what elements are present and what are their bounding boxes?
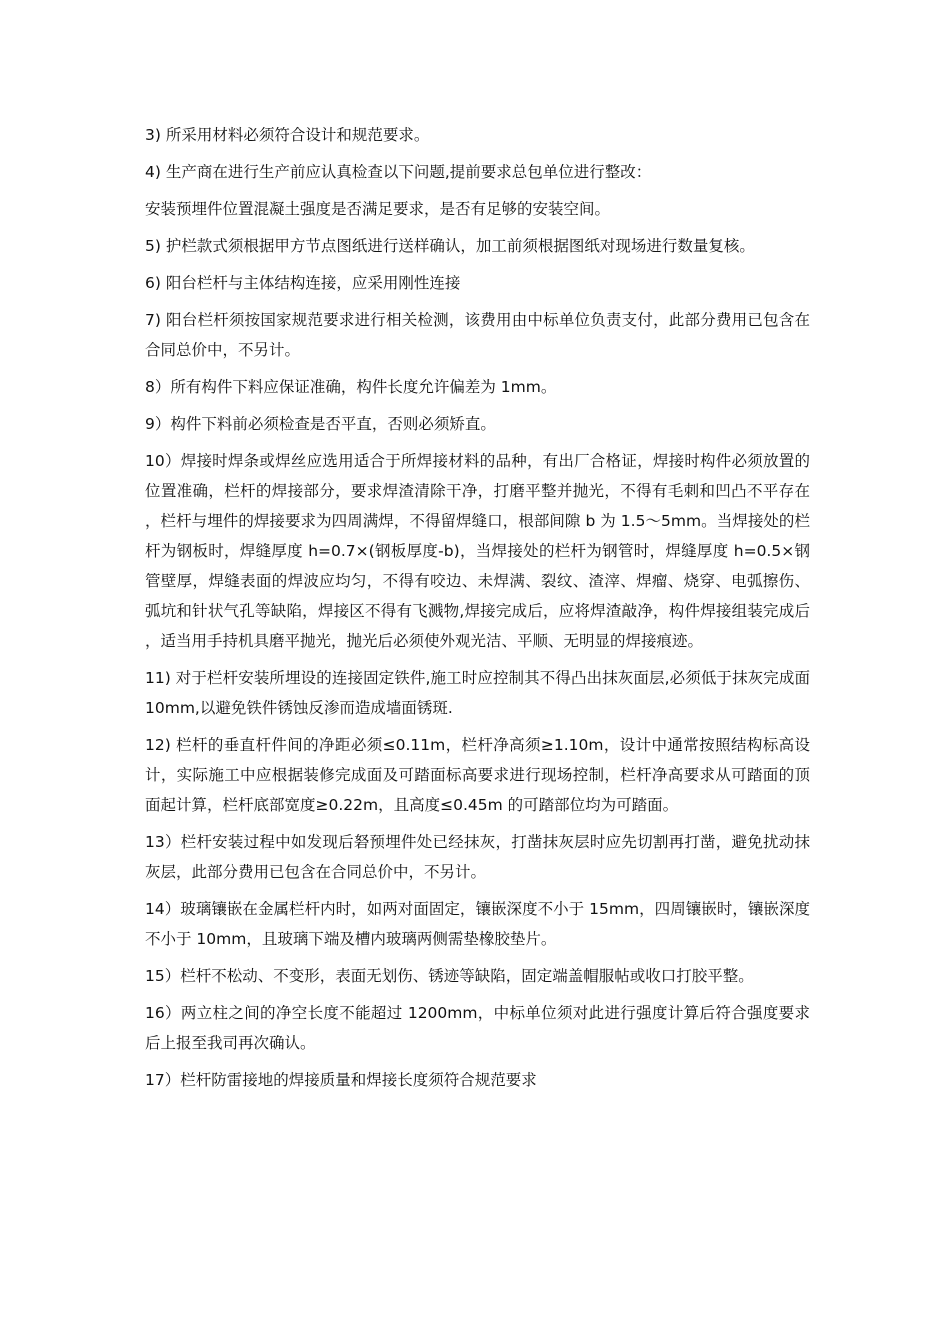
paragraph-item-11: 11) 对于栏杆安装所埋设的连接固定铁件,施工时应控制其不得凸出抹灰面层,必须低于抹灰完成面 10mm,以避免铁件锈蚀反渗而造成墙面锈斑.	[145, 669, 810, 717]
paragraph-item-4-detail: 安装预埋件位置混凝土强度是否满足要求，是否有足够的安装空间。	[145, 200, 611, 218]
paragraph-item-9: 9）构件下料前必须检查是否平直，否则必须矫直。	[145, 415, 496, 433]
paragraph-item-10: 10）焊接时焊条或焊丝应选用适合于所焊接材料的品种，有出厂合格证，焊接时构件必须放置的位置准确，栏杆的焊接部分，要求焊渣清除干净，打磨平整并抛光，不得有毛刺和凹凸不平存在，栏杆与埋件的焊接要求为四周满焊，不得留焊缝口，根部间隙 b 为 1.5～5mm。当焊接处的栏杆为钢板时，焊缝厚度 h=0.7×(钢板厚度-b)，当焊接处的栏杆为钢管时，焊缝厚度 h=0.5×钢管壁厚，焊缝表面的焊波应均匀，不得有咬边、未焊满、裂纹、渣滓、焊瘤、烧穿、电弧擦伤、弧坑和针状气孔等缺陷，焊接区不得有飞溅物,焊接完成后，应将焊渣敲净，构件焊接组装完成后，适当用手持机具磨平抛光，抛光后必须使外观光洁、平顺、无明显的焊接痕迹。	[145, 452, 810, 650]
paragraph-item-13: 13）栏杆安装过程中如发现后砮预埋件处已经抹灰，打凿抹灰层时应先切割再打凿，避免扰动抹灰层，此部分费用已包含在合同总价中，不另计。	[145, 833, 810, 881]
paragraph-item-4: 4) 生产商在进行生产前应认真检查以下问题,提前要求总包单位进行整改：	[145, 163, 652, 181]
paragraph-item-6: 6) 阳台栏杆与主体结构连接，应采用刚性连接	[145, 274, 461, 292]
paragraph-item-3: 3) 所采用材料必须符合设计和规范要求。	[145, 126, 430, 144]
document-body	[145, 120, 810, 1102]
paragraph-item-16: 16）两立柱之间的净空长度不能超过 1200mm，中标单位须对此进行强度计算后符合强度要求后上报至我司再次确认。	[145, 1004, 810, 1052]
paragraph-item-12: 12) 栏杆的垂直杆件间的净距必须≤0.11m，栏杆净高须≥1.10m，设计中通常按照结构标高设计，实际施工中应根据装修完成面及可踏面标高要求进行现场控制，栏杆净高要求从可踏面的顶面起计算，栏杆底部宽度≥0.22m，且高度≤0.45m 的可踏部位均为可踏面。	[145, 736, 810, 814]
paragraph-item-14: 14）玻璃镶嵌在金属栏杆内时，如两对面固定，镶嵌深度不小于 15mm，四周镶嵌时，镶嵌深度不小于 10mm，且玻璃下端及槽内玻璃两侧需垫橡胶垫片。	[145, 900, 810, 948]
paragraph-item-8: 8）所有构件下料应保证准确，构件长度允许偏差为 1mm。	[145, 378, 557, 396]
paragraph-item-5: 5) 护栏款式须根据甲方节点图纸进行送样确认，加工前须根据图纸对现场进行数量复核。	[145, 237, 755, 255]
paragraph-item-15: 15）栏杆不松动、不变形，表面无划伤、锈迹等缺陷，固定端盖帽服帖或收口打胶平整。	[145, 967, 754, 985]
paragraph-item-7: 7) 阳台栏杆须按国家规范要求进行相关检测，该费用由中标单位负责支付，此部分费用已包含在合同总价中，不另计。	[145, 311, 810, 359]
paragraph-item-17: 17）栏杆防雷接地的焊接质量和焊接长度须符合规范要求	[145, 1071, 537, 1089]
